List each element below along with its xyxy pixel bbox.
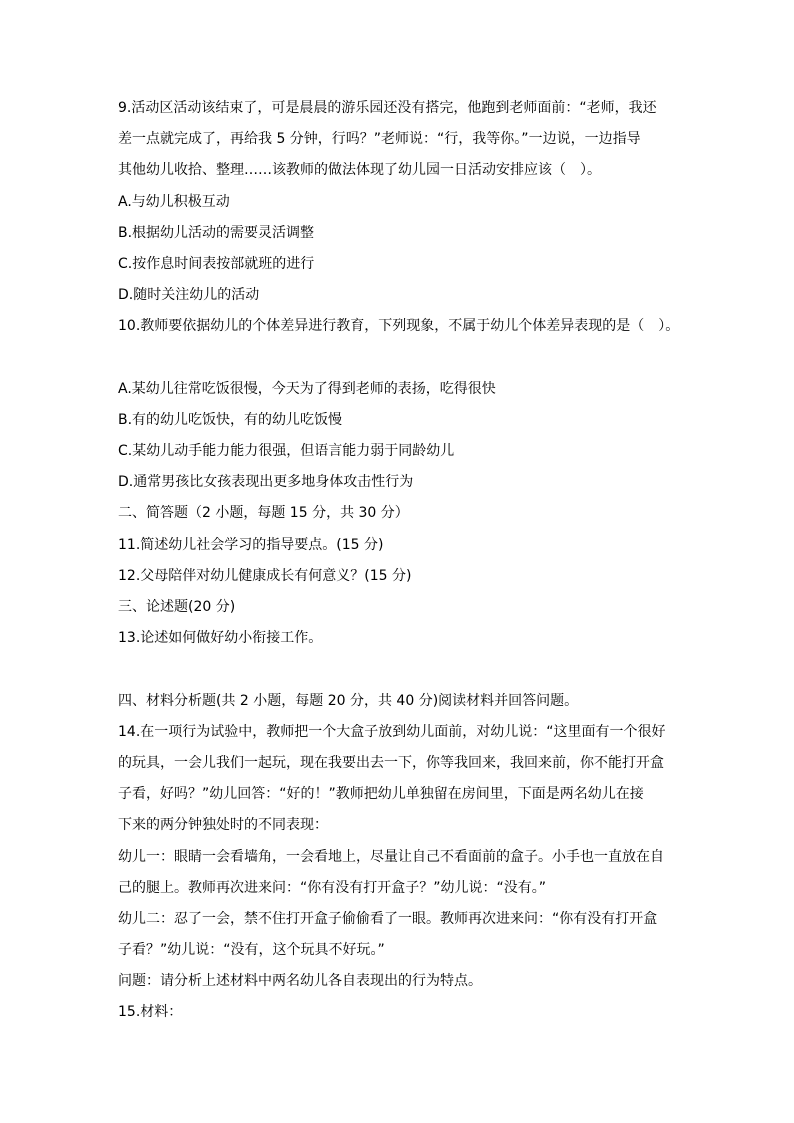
text-line: 11.简述幼儿社会学习的指导要点。(15 分) <box>118 536 384 553</box>
text-line: 下来的两分钟独处时的不同表现： <box>118 817 328 834</box>
text-line: 12.父母陪伴对幼儿健康成长有何意义？(15 分) <box>118 567 412 584</box>
text-line: A.与幼儿积极互动 <box>118 193 230 210</box>
text-line: 三、论述题(20 分) <box>118 599 236 615</box>
text-line: D.随时关注幼儿的活动 <box>118 287 260 304</box>
text-line: B.有的幼儿吃饭快，有的幼儿吃饭慢 <box>118 411 343 428</box>
text-line: 15.材料： <box>118 1004 183 1021</box>
text-line: 幼儿二：忍了一会，禁不住打开盒子偷偷看了一眼。教师再次进来问：“你有没有打开盒 <box>118 910 658 927</box>
text-line: 的玩具，一会儿我们一起玩，现在我要出去一下，你等我回来，我回来前，你不能打开盒 <box>118 754 664 771</box>
document-page <box>118 93 698 1029</box>
text-line: 幼儿一：眼睛一会看墙角，一会看地上，尽量让自己不看面前的盒子。小手也一直放在自 <box>118 848 664 865</box>
text-line: 9.活动区活动该结束了，可是晨晨的游乐园还没有搭完，他跑到老师面前：“老师，我还 <box>118 100 657 116</box>
text-line: 其他幼儿收拾、整理……该教师的做法体现了幼儿园一日活动安排应该（ ）。 <box>118 162 601 179</box>
text-line: A.某幼儿往常吃饭很慢，今天为了得到老师的表扬，吃得很快 <box>118 380 496 397</box>
text-line: C.某幼儿动手能力能力很强，但语言能力弱于同龄幼儿 <box>118 443 455 460</box>
text-line: 14.在一项行为试验中，教师把一个大盒子放到幼儿面前，对幼儿说：“这里面有一个很好 <box>118 723 666 740</box>
text-line: 子看？”幼儿说：“没有，这个玩具不好玩。” <box>118 942 385 959</box>
text-line: 10.教师要依据幼儿的个体差异进行教育，下列现象，不属于幼儿个体差异表现的是（ ）。 <box>118 318 680 335</box>
text-line: C.按作息时间表按部就班的进行 <box>118 255 315 272</box>
text-line: D.通常男孩比女孩表现出更多地身体攻击性行为 <box>118 474 414 491</box>
text-line: 四、材料分析题(共 2 小题，每题 20 分，共 40 分)阅读材料并回答问题。 <box>118 692 579 709</box>
blank-line <box>118 343 698 374</box>
text-line: 问题：请分析上述材料中两名幼儿各自表现出的行为特点。 <box>118 973 482 990</box>
text-line: 13.论述如何做好幼小衔接工作。 <box>118 630 323 647</box>
blank-line <box>118 654 698 685</box>
text-line: 二、简答题（2 小题，每题 15 分，共 30 分） <box>118 505 409 522</box>
text-line: 己的腿上。教师再次进来问：“你有没有打开盒子？”幼儿说：“没有。” <box>118 879 547 896</box>
text-line: B.根据幼儿活动的需要灵活调整 <box>118 224 315 241</box>
text-line: 子看，好吗？”幼儿回答：“好的！”教师把幼儿单独留在房间里，下面是两名幼儿在接 <box>118 786 644 803</box>
text-line: 差一点就完成了，再给我 5 分钟，行吗？”老师说：“行，我等你。”一边说，一边指导 <box>118 131 641 148</box>
